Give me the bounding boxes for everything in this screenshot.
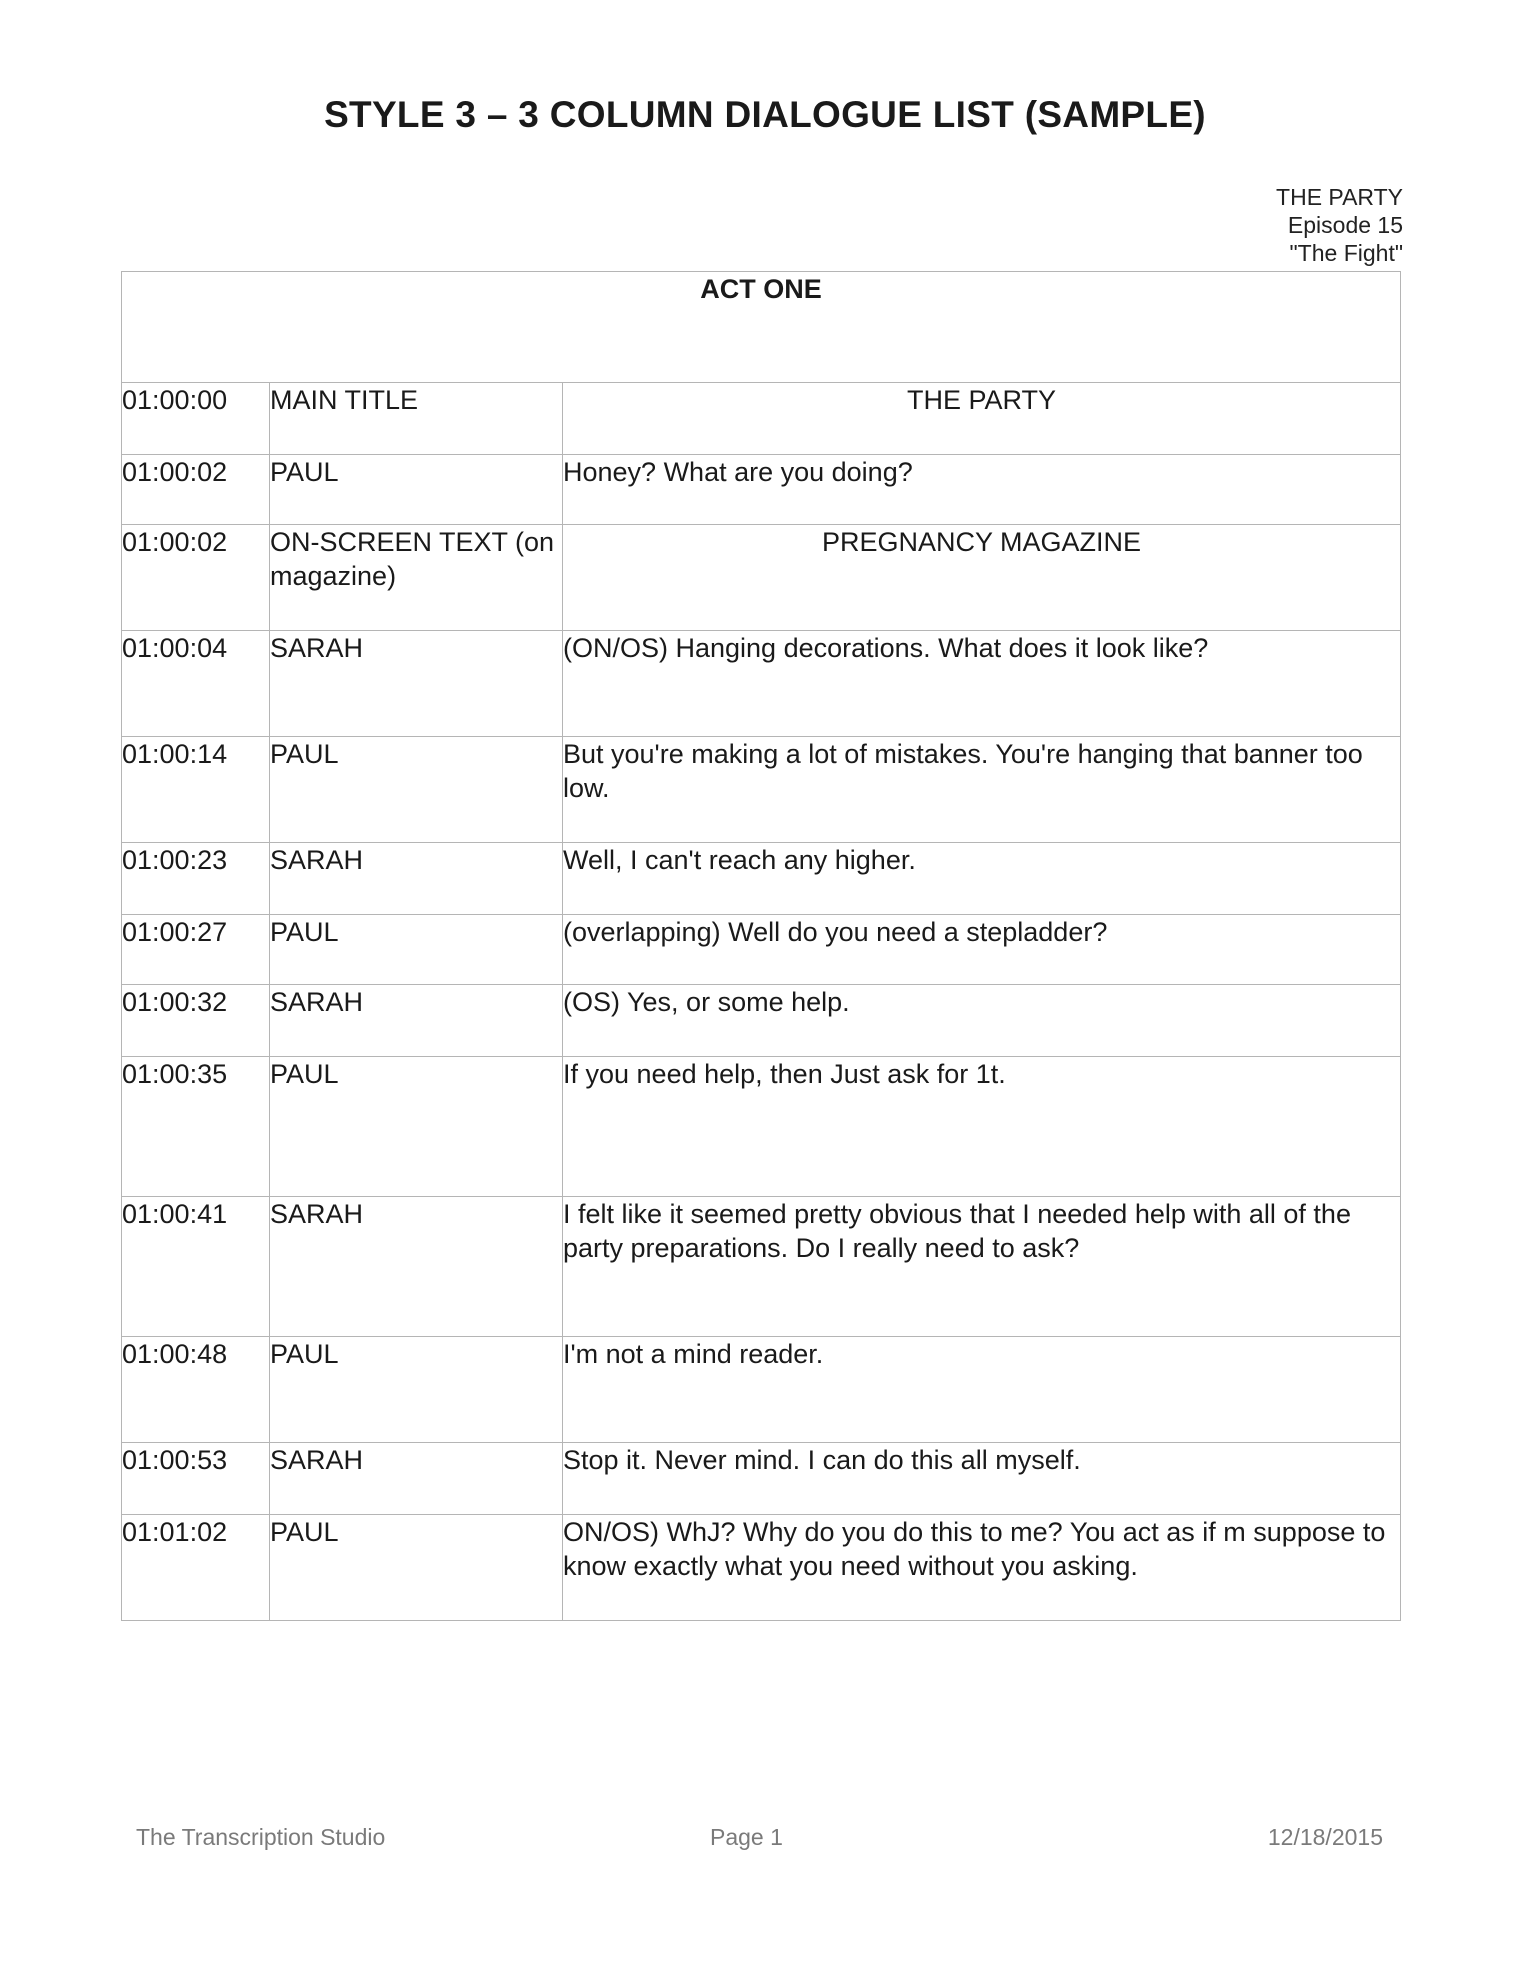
dialogue-cell: But you're making a lot of mistakes. You're hanging that banner too low. bbox=[563, 737, 1401, 843]
dialogue-table bbox=[121, 271, 1401, 1621]
dialogue-cell: Honey? What are you doing? bbox=[563, 455, 1401, 525]
speaker-cell: ON-SCREEN TEXT (on magazine) bbox=[270, 525, 563, 631]
act-header-row bbox=[122, 272, 1401, 383]
dialogue-row bbox=[122, 525, 1401, 631]
timecode-cell: 01:00:35 bbox=[122, 1057, 270, 1197]
speaker-cell: SARAH bbox=[270, 1443, 563, 1515]
episode-header bbox=[1276, 183, 1403, 267]
document-title: STYLE 3 – 3 COLUMN DIALOGUE LIST (SAMPLE) bbox=[324, 94, 1206, 135]
dialogue-cell: (ON/OS) Hanging decorations. What does it look like? bbox=[563, 631, 1401, 737]
timecode-cell: 01:00:02 bbox=[122, 525, 270, 631]
dialogue-row bbox=[122, 1197, 1401, 1337]
dialogue-cell: I'm not a mind reader. bbox=[563, 1337, 1401, 1443]
speaker-cell: SARAH bbox=[270, 985, 563, 1057]
dialogue-row bbox=[122, 737, 1401, 843]
timecode-cell: 01:00:04 bbox=[122, 631, 270, 737]
dialogue-row bbox=[122, 455, 1401, 525]
show-name: THE PARTY bbox=[1276, 184, 1403, 210]
timecode-cell: 01:00:14 bbox=[122, 737, 270, 843]
speaker-cell: MAIN TITLE bbox=[270, 383, 563, 455]
timecode-cell: 01:00:48 bbox=[122, 1337, 270, 1443]
dialogue-row bbox=[122, 915, 1401, 985]
episode-title: "The Fight" bbox=[1289, 240, 1403, 266]
footer-date: 12/18/2015 bbox=[1267, 1824, 1383, 1850]
speaker-cell: PAUL bbox=[270, 737, 563, 843]
dialogue-row bbox=[122, 1337, 1401, 1443]
dialogue-cell: THE PARTY bbox=[563, 383, 1401, 455]
dialogue-row bbox=[122, 843, 1401, 915]
speaker-cell: PAUL bbox=[270, 915, 563, 985]
dialogue-row bbox=[122, 631, 1401, 737]
dialogue-cell: (OS) Yes, or some help. bbox=[563, 985, 1401, 1057]
dialogue-cell: Stop it. Never mind. I can do this all myself. bbox=[563, 1443, 1401, 1515]
speaker-cell: PAUL bbox=[270, 455, 563, 525]
speaker-cell: PAUL bbox=[270, 1057, 563, 1197]
dialogue-row bbox=[122, 1057, 1401, 1197]
dialogue-row bbox=[122, 1443, 1401, 1515]
speaker-cell: SARAH bbox=[270, 631, 563, 737]
act-heading: ACT ONE bbox=[122, 272, 1401, 383]
dialogue-row bbox=[122, 1515, 1401, 1621]
timecode-cell: 01:00:32 bbox=[122, 985, 270, 1057]
dialogue-cell: (overlapping) Well do you need a stepladder? bbox=[563, 915, 1401, 985]
speaker-cell: SARAH bbox=[270, 843, 563, 915]
footer-company: The Transcription Studio bbox=[136, 1824, 386, 1850]
timecode-cell: 01:01:02 bbox=[122, 1515, 270, 1621]
timecode-cell: 01:00:53 bbox=[122, 1443, 270, 1515]
speaker-cell: PAUL bbox=[270, 1337, 563, 1443]
dialogue-cell: PREGNANCY MAGAZINE bbox=[563, 525, 1401, 631]
timecode-cell: 01:00:41 bbox=[122, 1197, 270, 1337]
dialogue-cell: If you need help, then Just ask for 1t. bbox=[563, 1057, 1401, 1197]
dialogue-row bbox=[122, 985, 1401, 1057]
episode-number: Episode 15 bbox=[1287, 212, 1403, 238]
dialogue-row bbox=[122, 383, 1401, 455]
timecode-cell: 01:00:02 bbox=[122, 455, 270, 525]
footer-page-number: Page 1 bbox=[710, 1824, 783, 1850]
speaker-cell: PAUL bbox=[270, 1515, 563, 1621]
timecode-cell: 01:00:23 bbox=[122, 843, 270, 915]
dialogue-cell: ON/OS) WhJ? Why do you do this to me? You act as if m suppose to know exactly what you need without you asking. bbox=[563, 1515, 1401, 1621]
timecode-cell: 01:00:27 bbox=[122, 915, 270, 985]
dialogue-cell: Well, I can't reach any higher. bbox=[563, 843, 1401, 915]
timecode-cell: 01:00:00 bbox=[122, 383, 270, 455]
dialogue-cell: I felt like it seemed pretty obvious that I needed help with all of the party preparations. Do I really need to ask? bbox=[563, 1197, 1401, 1337]
speaker-cell: SARAH bbox=[270, 1197, 563, 1337]
